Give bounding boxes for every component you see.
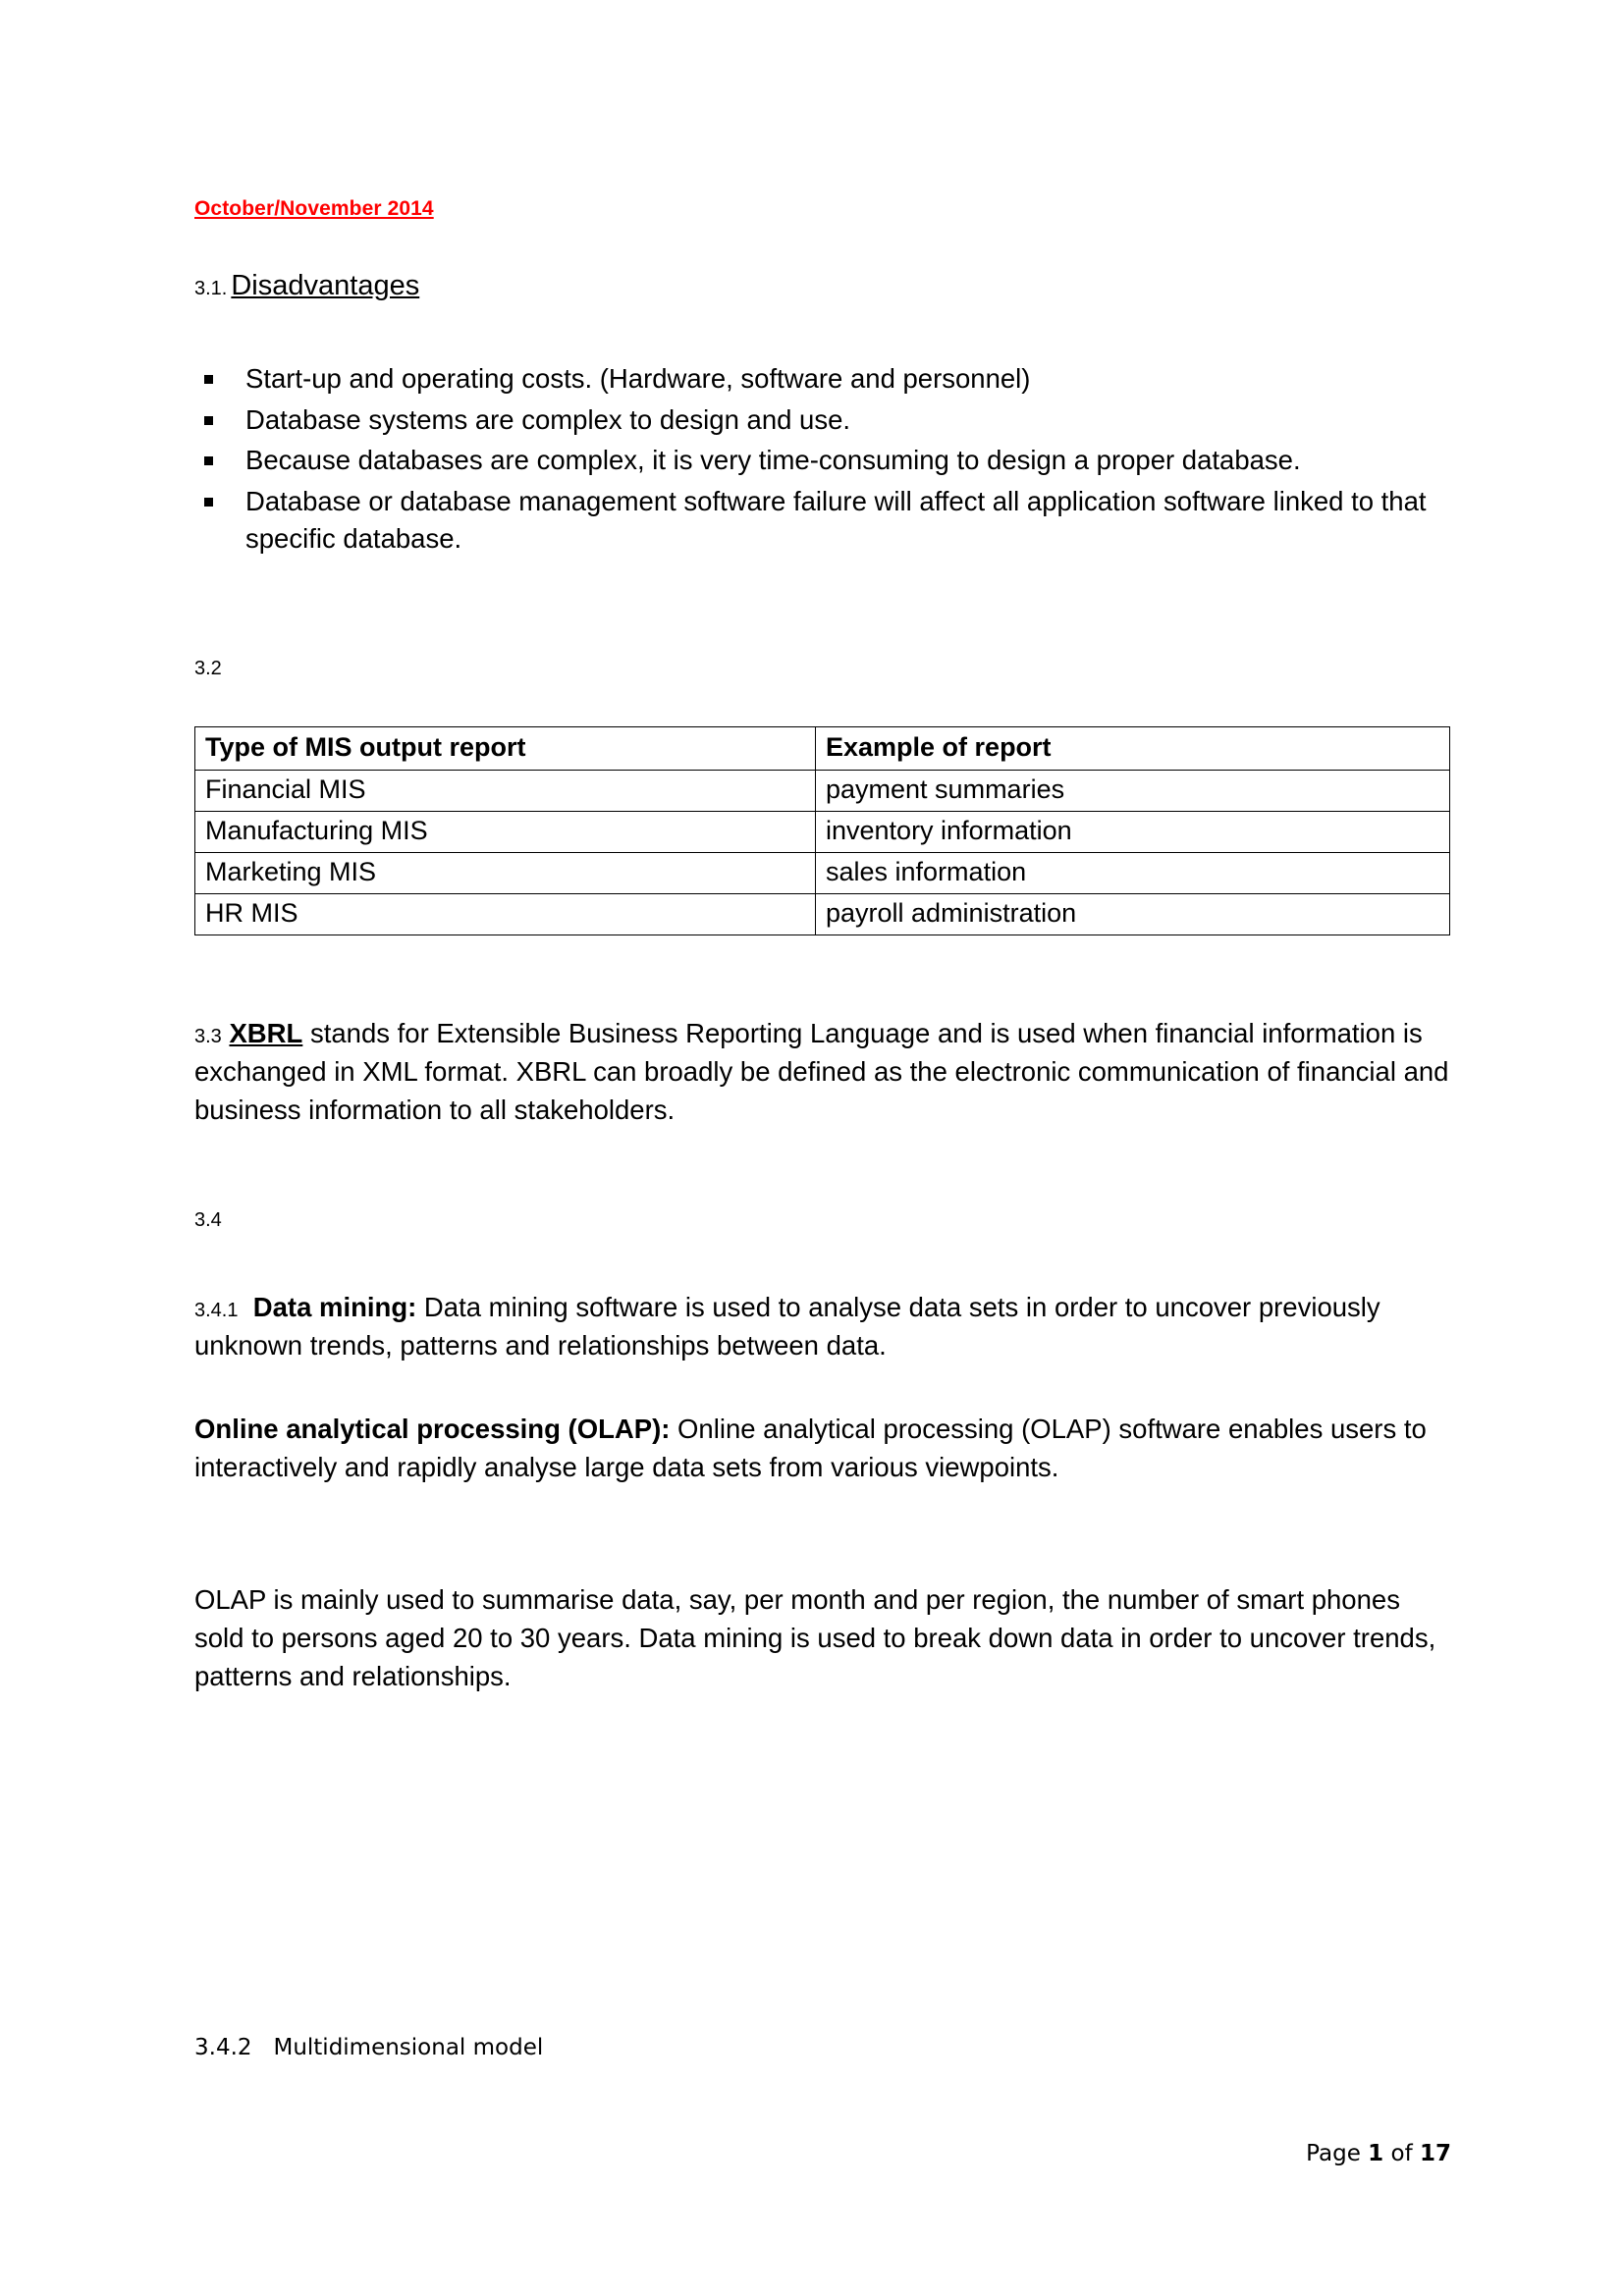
cell-example: payroll administration [816,893,1450,934]
section-3-1-number: 3.1. [194,278,228,300]
list-item [194,483,1451,559]
section-3-2-number: 3.2 [194,657,222,679]
section-3-3-paragraph [194,1014,1451,1129]
square-bullet-icon [204,416,213,425]
term-xbrl: XBRL [229,1017,303,1048]
table-header-row [195,726,1450,770]
cell-type: Marketing MIS [195,852,816,893]
section-3-4-number: 3.4 [194,1209,222,1232]
list-item-text: Database or database management software failure will affect all application software linked to that specific database. [245,485,1427,555]
data-mining-text: Data mining software is used to analyse data sets in order to uncover previously unknown trends, patterns and relationships between data. [194,1292,1380,1362]
footer-total-pages: 17 [1419,2141,1451,2166]
column-header-example: Example of report [816,726,1450,770]
spacer [252,2035,274,2060]
cell-type: Financial MIS [195,770,816,811]
section-3-4-2-title: Multidimensional model [273,2035,544,2060]
section-3-1-title: Disadvantages [231,270,420,302]
section-3-1-heading [194,268,1451,303]
olap-definition-text: Online analytical processing (OLAP) software enables users to interactively and rapidly analyse large data sets from various viewpoints. [194,1414,1427,1483]
mis-output-report-table [194,726,1450,935]
list-item-text: Because databases are complex, it is very time-consuming to design a proper database. [245,445,1301,476]
document-date-header: October/November 2014 [194,197,434,220]
cell-type: Manufacturing MIS [195,811,816,852]
square-bullet-icon [204,498,213,507]
term-olap: Online analytical processing (OLAP): [194,1414,671,1445]
document-content [194,196,1451,1695]
section-3-4-1-number: 3.4.1 [194,1300,239,1322]
column-header-type: Type of MIS output report [195,726,816,770]
page-footer [1277,2115,1451,2192]
square-bullet-icon [204,375,213,384]
square-bullet-icon [204,456,213,465]
cell-example: sales information [816,852,1450,893]
cell-example: payment summaries [816,770,1450,811]
term-data-mining: Data mining: [252,1292,417,1323]
table-row [195,852,1450,893]
list-item [194,442,1451,480]
table-row [195,893,1450,934]
cell-type: HR MIS [195,893,816,934]
table-row [195,811,1450,852]
list-item-text: Start-up and operating costs. (Hardware, software and personnel) [245,363,1031,395]
section-3-4-2-number: 3.4.2 [194,2035,252,2060]
olap-definition-paragraph [194,1410,1451,1486]
section-3-3-number: 3.3 [194,1025,222,1047]
section-3-4-2-heading [194,2034,543,2063]
section-3-3-text: stands for Extensible Business Reporting Language and is used when financial information is exchanged in XML format. XBRL can broadly be defined as the electronic communication of financial and business information to all stakeholders. [194,1017,1449,1126]
footer-middle: of [1383,2141,1420,2166]
list-item-text: Database systems are complex to design and use. [245,403,851,435]
footer-current-page: 1 [1368,2141,1384,2166]
cell-example: inventory information [816,811,1450,852]
olap-usage-paragraph: OLAP is mainly used to summarise data, say, per month and per region, the number of smart phones sold to persons aged 20 to 30 years. Data mining is used to break down data in order to uncover trends, patterns and relationships. [194,1584,1436,1692]
list-item [194,360,1451,399]
section-3-4-1-paragraph [194,1288,1451,1364]
disadvantages-list [194,360,1451,559]
list-item [194,401,1451,440]
table-row [195,770,1450,811]
footer-prefix: Page [1306,2141,1369,2166]
